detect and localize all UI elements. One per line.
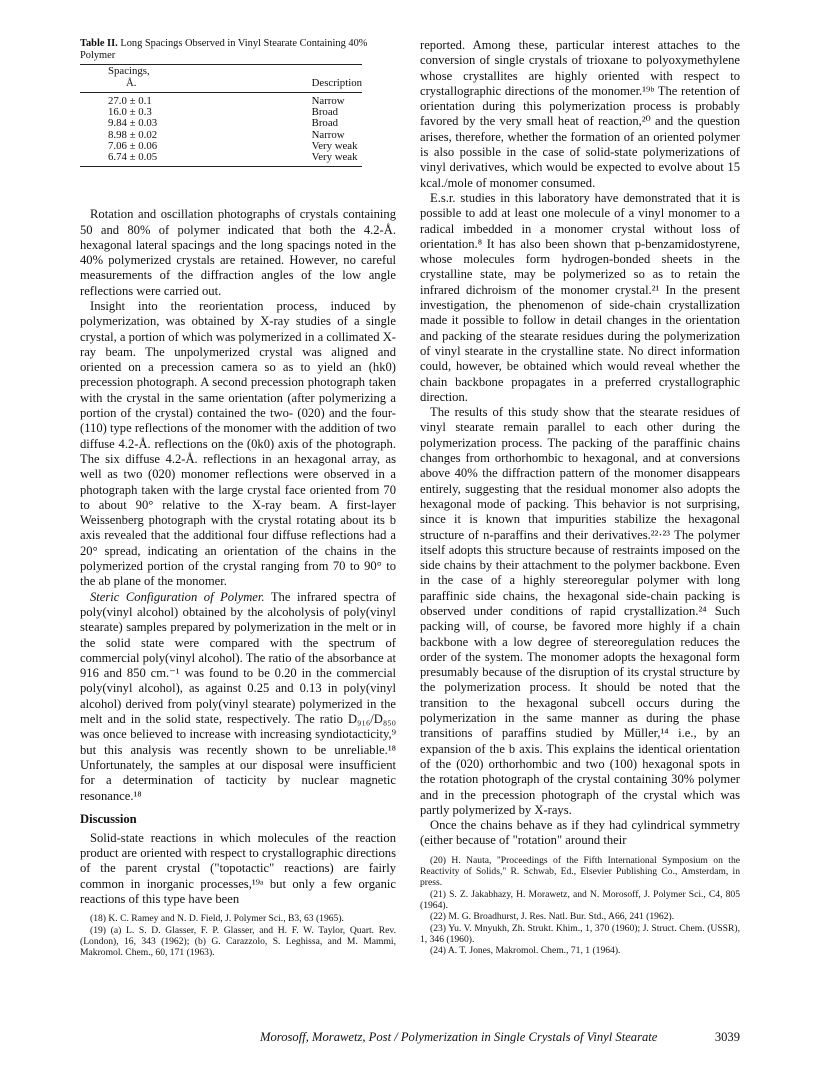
table-row: 27.0 ± 0.1 Narrow [108, 95, 345, 107]
table-label: Table II. [80, 38, 118, 49]
footnote: (20) H. Nauta, "Proceedings of the Fifth International Symposium on the Reactivity of Solids," R. Schwab, Ed., Elsevier Publishing Co., Amsterdam, in press. [420, 854, 740, 889]
paragraph: Solid-state reactions in which molecules of the reaction product are oriented with respect to crystallographic directions of the parent crystal ("topotactic" reactions) are fairly common in inorganic processes,¹⁹ᵃ but only a few organic reactions of this type have been [80, 830, 396, 906]
table-row: 16.0 ± 0.3 Broad [108, 106, 339, 119]
table-caption [80, 38, 396, 62]
paragraph: Once the chains behave as if they had cylindrical symmetry (either because of "rotation" around their [420, 818, 740, 848]
running-title: Morosoff, Morawetz, Post / Polymerization in Single Crystals of Vinyl Stearate [260, 1030, 658, 1044]
footnotes [420, 855, 740, 957]
footnote: (24) A. T. Jones, Makromol. Chem., 71, 1 (1964). [430, 945, 621, 957]
paragraph: Insight into the reorientation process, induced by polymerization, was obtained by X-ray studies of a single crystal, a portion of which was polymerized in a collimated X-ray beam. The unpolymerized crystal was aligned and oriented on a precession camera so as to yield an (hk0) precession photograph. A second precession photograph taken with the crystal in the same orientation (after polymerizing a portion of the crystal) contained the two- (020) and the four- (110) type reflections of the monomer with the addition of two diffuse 4.2-Å. reflections on the (0k0) axis of the photograph. The six diffuse 4.2-Å. reflections in an hexagonal array, as well as two (020) monomer reflections were observed in a photograph taken with the large crystal face oriented from 70 to about 90° relative to the X-ray beam. A first-layer Weissenberg photograph with the crystal rotating about its b axis revealed that the additional four diffuse reflections had a 20° spread, indicating an orientation of the chains in the polymerized portion of the crystal ranging from 70 to 90° to the ab plane of the monomer. [80, 299, 396, 589]
table-row: 9.84 ± 0.03 Broad [108, 117, 339, 130]
footnotes [80, 913, 396, 958]
right-column [420, 38, 740, 956]
page-footer [260, 1030, 740, 1045]
left-column [80, 38, 396, 958]
paragraph: E.s.r. studies in this laboratory have demonstrated that it is possible to add at least one molecule of a vinyl monomer to a radical imbedded in a monomer crystal without loss of orientation.⁸ It has also been shown that p-benzamidostyrene, whose molecules form hydrogen-bonded sheets in the crystalline state, may be polymerized so as to retain the infrared dichroism of the monomer crystal.²¹ In the present investigation, the phenomenon of side-chain crystallization made it possible to follow in detail changes in the orientation and packing of the stearate residues during the polymerization of vinyl stearate in the crystalline state. No direct information could, however, be obtained which would reveal whether the chain backbone propagates in a preferred crystallographic direction. [420, 190, 740, 404]
spacings-table [80, 64, 362, 167]
footnote: (23) Yu. V. Mnyukh, Zh. Strukt. Khim., 1, 370 (1960); J. Struct. Chem. (USSR), 1, 346 (1960). [420, 922, 740, 945]
paragraph: Steric Configuration of Polymer. The infrared spectra of poly(vinyl alcohol) obtained by the alcoholysis of poly(vinyl stearate) samples prepared by polymerization in the melt or in the solid state were compared with the spectrum of commercial poly(vinyl alcohol). The ratio of the absorbance at 916 and 850 cm.⁻¹ was found to be 0.20 in the commercial poly(vinyl alcohol), as against 0.25 and 0.13 in poly(vinyl alcohol) derived from poly(vinyl stearate) polymerized in the melt and in the solid state, respectively. The ratio D₉₁₆/D₈₅₀ was once believed to increase with increasing syndiotacticity,⁹ but this analysis was recently shown to be unreliable.¹⁸ Unfortunately, the samples at our disposal were insufficient for a determination of tacticity by nuclear magnetic resonance.¹⁸ [80, 589, 396, 803]
paragraph: Rotation and oscillation photographs of crystals containing 50 and 80% of polymer indicated that both the 4.2-Å. hexagonal lateral spacings and the long spacings noted in the 40% polymerized crystals are retained. However, no careful measurements of the diffraction angles of the low angle reflections were carried out. [80, 207, 396, 298]
table-title: Long Spacings Observed in Vinyl Stearate Containing 40% Polymer [80, 38, 368, 61]
footnote: (19) (a) L. S. D. Glasser, F. P. Glasser, and H. F. W. Taylor, Quart. Rev. (London), 16, 343 (1962); (b) G. Carazzolo, S. Leghissa, and M. Mammi, Makromol. Chem., 60, 171 (1963). [80, 924, 396, 959]
footnote: (18) K. C. Ramey and N. D. Field, J. Polymer Sci., B3, 63 (1965). [90, 913, 344, 925]
paragraph: The results of this study show that the stearate residues of vinyl stearate remain parallel to each other during the polymerization process. The packing of the paraffinic chains changes from orthorhombic to hexagonal, and at conversions above 40% the diffraction pattern of the monomer disappears entirely, suggesting that the residual monomer also adopts the hexagonal mode of packing. This behavior is not surprising, since it is known that impurities stabilize the hexagonal structure of n-paraffins and their derivatives.²²·²³ The polymer itself adopts this structure because of restraints imposed on the side chains by their attachment to the polymer backbone. Even in the case of a highly stereoregular polymer with long paraffinic side chains, the hexagonal side-chain packing is observed under conditions of rapid crystallization.²⁴ Such packing will, of course, be favored more highly if a chain backbone with a low degree of stereoregulation reduces the order of the system. The monomer adopts the hexagonal form presumably because of the disruption of its crystal structure by the polymerization process. It should be noted that the transition to the hexagonal subcell occurs during the polymerization in the same manner as during the phase transitions of paraffins studied by Müller,¹⁴ i.e., by an expansion of the b axis. This explains the identical orientation of the (020) orthorhombic and two (100) hexagonal spots in the rotation photograph of the crystal containing 30% polymer and in the precession photograph of the crystal which was partly polymerized by X-rays. [420, 405, 740, 817]
section-heading: Discussion [80, 811, 137, 826]
table-row: 6.74 ± 0.05 Very weak [108, 151, 358, 164]
footnote: (21) S. Z. Jakabhazy, H. Morawetz, and N. Morosoff, J. Polymer Sci., C4, 805 (1964). [420, 888, 740, 911]
page-number: 3039 [714, 1030, 740, 1044]
col-description-header: Description [311, 77, 362, 89]
paragraph: reported. Among these, particular interest attaches to the conversion of single crystals of trioxane to polyoxymethylene whose crystallites are highly oriented with respect to crystallographic directions of the monomer.¹⁹ᵇ The retention of orientation during this polymerization process is probably favored by the very small heat of reaction,²⁰ and the question arises, therefore, whether the formation of an oriented polymer is also possible in the case of solid-state polymerizations of vinyl derivatives, which would be expected to evolve about 15 kcal./mole of monomer consumed. [420, 38, 740, 190]
subsection-heading: Steric Configuration of Polymer. [90, 589, 265, 604]
table-row: 8.98 ± 0.02 Narrow [108, 128, 345, 141]
footnote: (22) M. G. Broadhurst, J. Res. Natl. Bur. Std., A66, 241 (1962). [430, 911, 675, 923]
col-spacings-header: Spacings, Å. [108, 65, 150, 89]
table-row: 7.06 ± 0.06 Very weak [108, 139, 358, 152]
